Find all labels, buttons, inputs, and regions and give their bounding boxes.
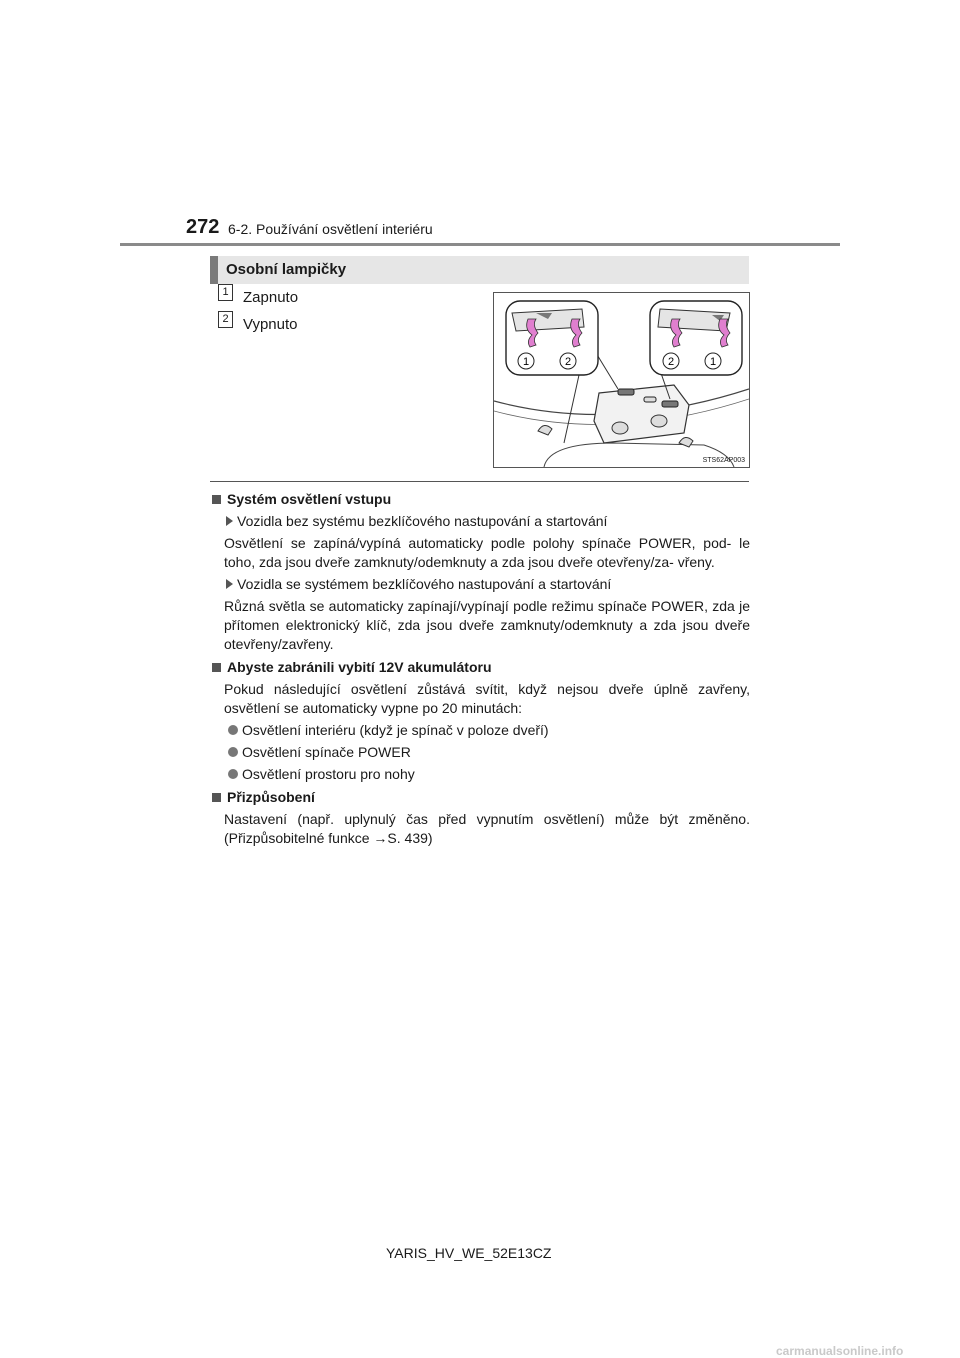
illustration-svg (494, 293, 749, 467)
list-item: Osvětlení interiéru (když je spínač v poloze dveří) (224, 721, 750, 740)
section-divider (210, 481, 749, 482)
condition-line: Vozidla se systémem bezklíčového nastupování a startování (226, 575, 750, 594)
condition-line: Vozidla bez systému bezklíčového nastupování a startování (226, 512, 750, 531)
square-bullet-icon (212, 793, 221, 802)
subsection-heading: Přizpůsobení (210, 788, 750, 807)
triangle-bullet-icon (226, 516, 233, 526)
subsection-heading: Abyste zabránili vybití 12V akumulátoru (210, 658, 750, 677)
triangle-bullet-icon (226, 579, 233, 589)
section-heading (210, 256, 749, 284)
item-label: Vypnuto (243, 316, 298, 333)
item-off (218, 312, 298, 334)
section-heading-bar (210, 256, 218, 284)
paragraph: Osvětlení se zapíná/vypíná automaticky podle polohy spínače POWER, pod- le toho, zda jsou dveře zamknuty/odemknuty a zda jsou dveře otevřeny/za- vřeny. (224, 535, 750, 570)
overhead-console (594, 385, 689, 443)
circle-bullet-icon (228, 747, 238, 757)
personal-lights-illustration (493, 292, 750, 468)
figure-id: STS62AP003 (702, 457, 745, 464)
subsection-heading: Systém osvětlení vstupu (210, 490, 750, 509)
header-divider (120, 243, 840, 246)
callout-number: 2 (218, 311, 233, 328)
paragraph: Různá světla se automaticky zapínají/vypínají podle režimu spínače POWER, zda je přítomen elektronický klíč, zda jsou dveře zamknuty/odemknuty a zda jsou dveře otevřeny/zavřeny. (224, 598, 750, 652)
left-lamp-switch (618, 389, 634, 395)
chapter-title: 6-2. Používání osvětlení interiéru (228, 221, 433, 237)
document-code: YARIS_HV_WE_52E13CZ (386, 1245, 552, 1261)
square-bullet-icon (212, 495, 221, 504)
square-bullet-icon (212, 663, 221, 672)
callout-label: 2 (667, 356, 675, 368)
callout-label: 1 (522, 356, 530, 368)
body-text (210, 486, 750, 848)
right-lens (651, 415, 667, 427)
page-number: 272 (186, 216, 220, 238)
right-lamp-switch (662, 401, 678, 407)
watermark: carmanualsonline.info (776, 1344, 904, 1358)
paragraph: Nastavení (např. uplynulý čas před vypnutím osvětlení) může být změněno. (Přizpůsobitelné funkce →S. 439) (224, 811, 750, 846)
list-item: Osvětlení spínače POWER (224, 743, 750, 762)
coat-hook (679, 437, 693, 447)
paragraph: Pokud následující osvětlení zůstává svítit, když nejsou dveře úplně zavřeny, osvětlení se automaticky vypne po 20 minutách: (224, 681, 750, 716)
callout-label: 1 (709, 356, 717, 368)
list-item: Osvětlení prostoru pro nohy (224, 765, 750, 784)
circle-bullet-icon (228, 725, 238, 735)
center-button (644, 397, 656, 402)
item-label: Zapnuto (243, 289, 299, 306)
section-title: Osobní lampičky (226, 261, 347, 278)
left-lens (612, 422, 628, 434)
callout-number: 1 (218, 284, 233, 301)
coat-hook (538, 425, 552, 435)
circle-bullet-icon (228, 769, 238, 779)
item-on (218, 285, 299, 307)
callout-label: 2 (564, 356, 572, 368)
